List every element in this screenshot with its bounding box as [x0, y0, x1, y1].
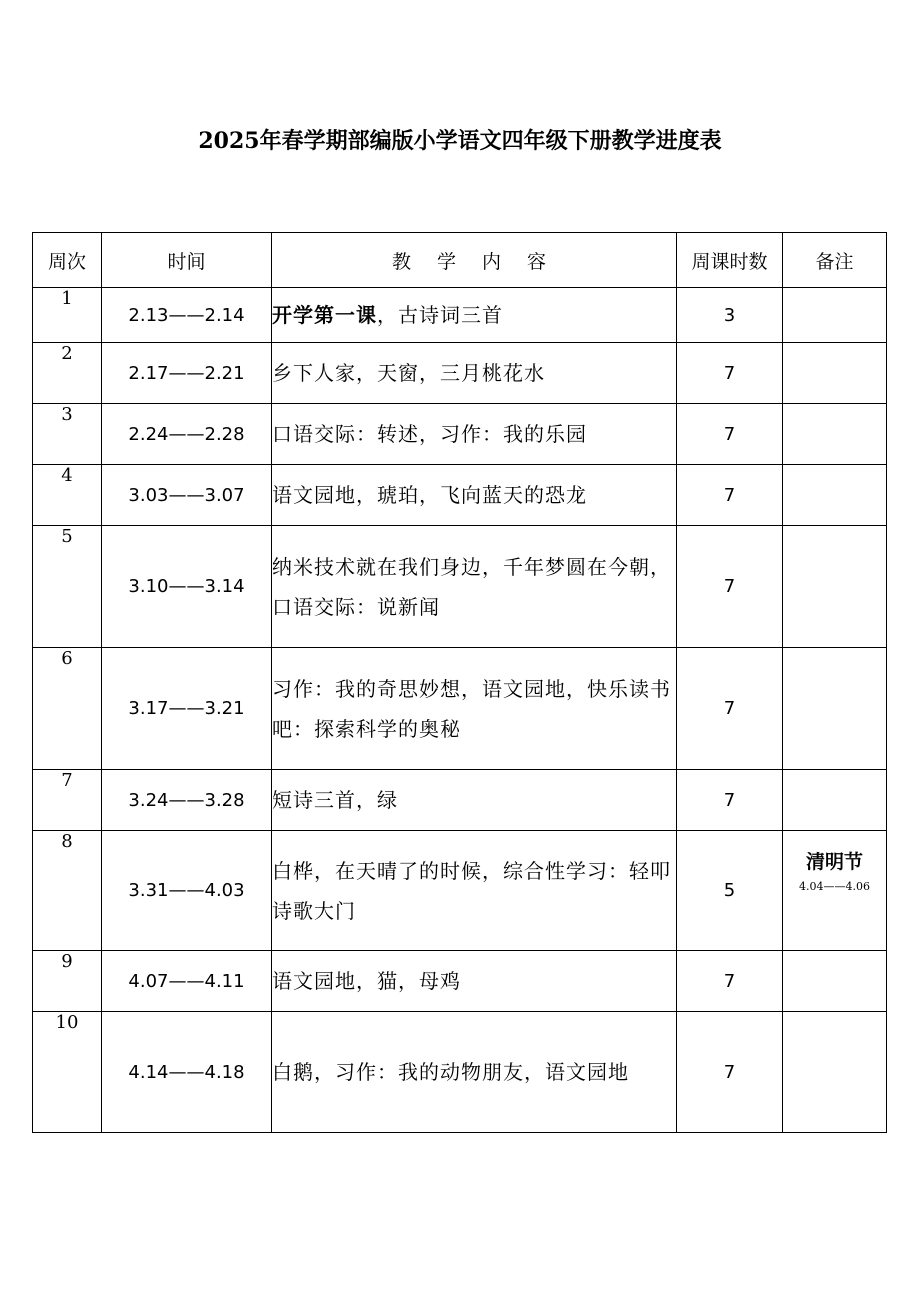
note-cell [783, 951, 887, 1012]
content-cell [272, 831, 677, 951]
header-week: 周次 [33, 233, 102, 288]
time-cell: 3.10——3.14 [102, 526, 272, 648]
content-cell [272, 343, 677, 404]
content-cell [272, 1012, 677, 1133]
schedule-table [32, 232, 887, 1133]
hours-cell: 7 [677, 343, 783, 404]
note-title: 清明节 [805, 851, 863, 873]
content-cell [272, 288, 677, 343]
table-row [33, 1012, 887, 1133]
time-cell: 4.07——4.11 [102, 951, 272, 1012]
content-text: 语文园地，琥珀，飞向蓝天的恐龙 [272, 483, 587, 507]
table-row [33, 526, 887, 648]
hours-cell: 7 [677, 526, 783, 648]
content-text: ，古诗词三首 [377, 303, 503, 327]
week-cell: 6 [33, 648, 102, 770]
note-cell [783, 648, 887, 770]
table-row [33, 648, 887, 770]
table-row [33, 404, 887, 465]
week-cell: 9 [33, 951, 102, 1012]
week-cell: 1 [33, 288, 102, 343]
note-cell [783, 770, 887, 831]
hours-cell: 7 [677, 1012, 783, 1133]
header-note: 备注 [783, 233, 887, 288]
content-text: 纳米技术就在我们身边，千年梦圆在今朝，口语交际：说新闻 [272, 554, 671, 619]
hours-cell: 5 [677, 831, 783, 951]
table-row [33, 951, 887, 1012]
hours-cell: 7 [677, 465, 783, 526]
hours-cell: 7 [677, 770, 783, 831]
week-cell: 3 [33, 404, 102, 465]
week-cell: 7 [33, 770, 102, 831]
header-row [33, 233, 887, 288]
time-cell: 4.14——4.18 [102, 1012, 272, 1133]
note-date-range: 4.04——4.06 [799, 880, 870, 893]
note-cell [783, 288, 887, 343]
table-row [33, 343, 887, 404]
time-cell: 2.24——2.28 [102, 404, 272, 465]
time-cell: 3.31——4.03 [102, 831, 272, 951]
content-text: 口语交际：转述，习作：我的乐园 [272, 422, 587, 446]
hours-cell: 7 [677, 951, 783, 1012]
week-cell: 4 [33, 465, 102, 526]
note-cell [783, 1012, 887, 1133]
hours-cell: 7 [677, 404, 783, 465]
time-cell: 3.17——3.21 [102, 648, 272, 770]
note-cell [783, 831, 887, 951]
week-cell: 8 [33, 831, 102, 951]
header-content: 教 学 内 容 [272, 233, 677, 288]
content-cell [272, 648, 677, 770]
content-text: 乡下人家，天窗，三月桃花水 [272, 361, 545, 385]
content-text: 习作：我的奇思妙想，语文园地，快乐读书吧：探索科学的奥秘 [272, 676, 671, 741]
header-hours: 周课时数 [677, 233, 783, 288]
content-text: 白桦，在天晴了的时候，综合性学习：轻叩诗歌大门 [272, 858, 671, 923]
table-row [33, 831, 887, 951]
time-cell: 2.17——2.21 [102, 343, 272, 404]
content-cell [272, 770, 677, 831]
content-text: 白鹅，习作：我的动物朋友，语文园地 [272, 1060, 629, 1084]
note-cell [783, 465, 887, 526]
time-cell: 2.13——2.14 [102, 288, 272, 343]
hours-cell: 7 [677, 648, 783, 770]
week-cell: 10 [33, 1012, 102, 1133]
content-text: 短诗三首，绿 [272, 788, 398, 812]
header-time: 时间 [102, 233, 272, 288]
week-cell: 5 [33, 526, 102, 648]
content-cell [272, 465, 677, 526]
content-cell [272, 526, 677, 648]
note-cell [783, 343, 887, 404]
content-text: 语文园地，猫，母鸡 [272, 969, 461, 993]
hours-cell: 3 [677, 288, 783, 343]
content-bold-text: 开学第一课 [272, 303, 377, 327]
note-cell [783, 526, 887, 648]
content-cell [272, 404, 677, 465]
week-cell: 2 [33, 343, 102, 404]
content-cell [272, 951, 677, 1012]
page-title: 2025年春学期部编版小学语文四年级下册教学进度表 [198, 128, 722, 154]
time-cell: 3.24——3.28 [102, 770, 272, 831]
note-cell [783, 404, 887, 465]
table-row [33, 770, 887, 831]
table-row [33, 288, 887, 343]
table-row [33, 465, 887, 526]
time-cell: 3.03——3.07 [102, 465, 272, 526]
